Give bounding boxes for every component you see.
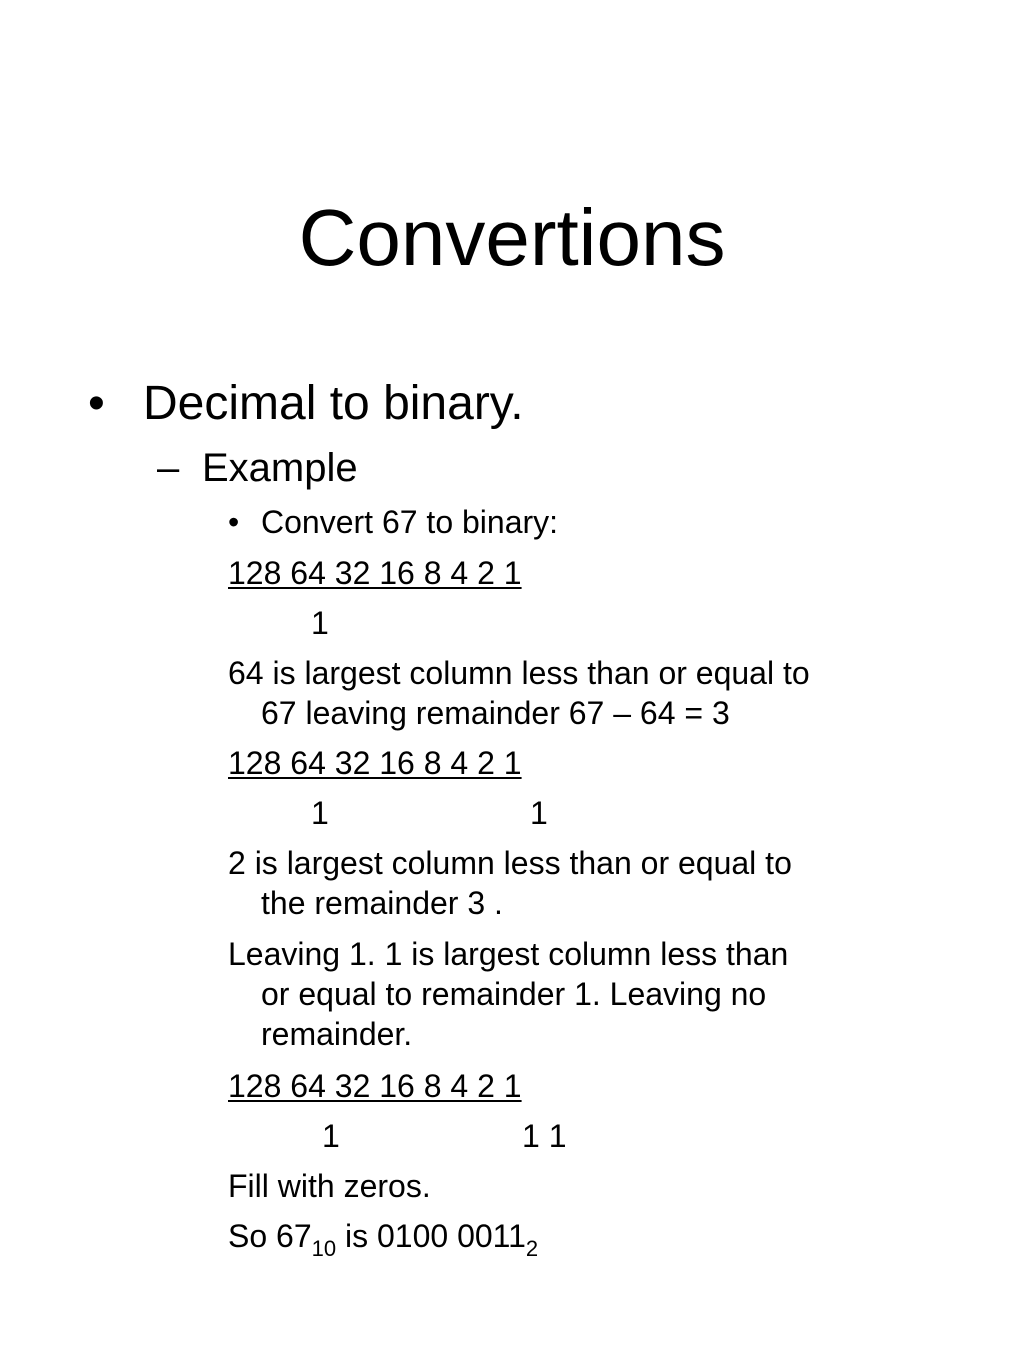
explanation-line: 2 is largest column less than or equal to — [228, 845, 792, 881]
sub-sub-bullet-text: Convert 67 to binary: — [261, 504, 559, 540]
explanation-line: or equal to remainder 1. Leaving no — [261, 976, 767, 1012]
result-line — [228, 1217, 539, 1261]
bit-value: 1 — [311, 795, 329, 831]
explanation-line: 67 leaving remainder 67 – 64 = 3 — [261, 695, 730, 731]
bit-value: 1 — [530, 795, 548, 831]
bullet-marker: • — [88, 377, 105, 430]
bit-value: 1 — [322, 1118, 340, 1154]
result-binary-value: is 0100 0011 — [336, 1218, 526, 1254]
bullet-text: Decimal to binary. — [143, 377, 524, 430]
fill-note: Fill with zeros. — [228, 1168, 431, 1204]
bit-value: 1 — [311, 605, 329, 641]
explanation-step-3 — [228, 934, 948, 1054]
result-prefix: So 67 — [228, 1218, 312, 1254]
explanation-line: Leaving 1. 1 is largest column less than — [228, 936, 789, 972]
sub-bullet-text: Example — [202, 446, 358, 490]
slide-title: Convertions — [298, 193, 726, 282]
explanation-step-2 — [228, 843, 948, 923]
dash-marker: – — [157, 446, 180, 490]
explanation-line: remainder. — [261, 1016, 413, 1052]
decimal-base-subscript: 10 — [311, 1236, 337, 1261]
explanation-line: the remainder 3 . — [261, 885, 503, 921]
explanation-step-1 — [228, 653, 948, 733]
bullet-marker: • — [228, 504, 240, 540]
binary-base-subscript: 2 — [525, 1236, 539, 1261]
column-header-row: 128 64 32 16 8 4 2 1 — [228, 1068, 522, 1104]
explanation-line: 64 is largest column less than or equal to — [228, 655, 810, 691]
bit-value: 1 1 — [522, 1118, 567, 1154]
column-header-row: 128 64 32 16 8 4 2 1 — [228, 555, 522, 591]
column-header-row: 128 64 32 16 8 4 2 1 — [228, 745, 522, 781]
